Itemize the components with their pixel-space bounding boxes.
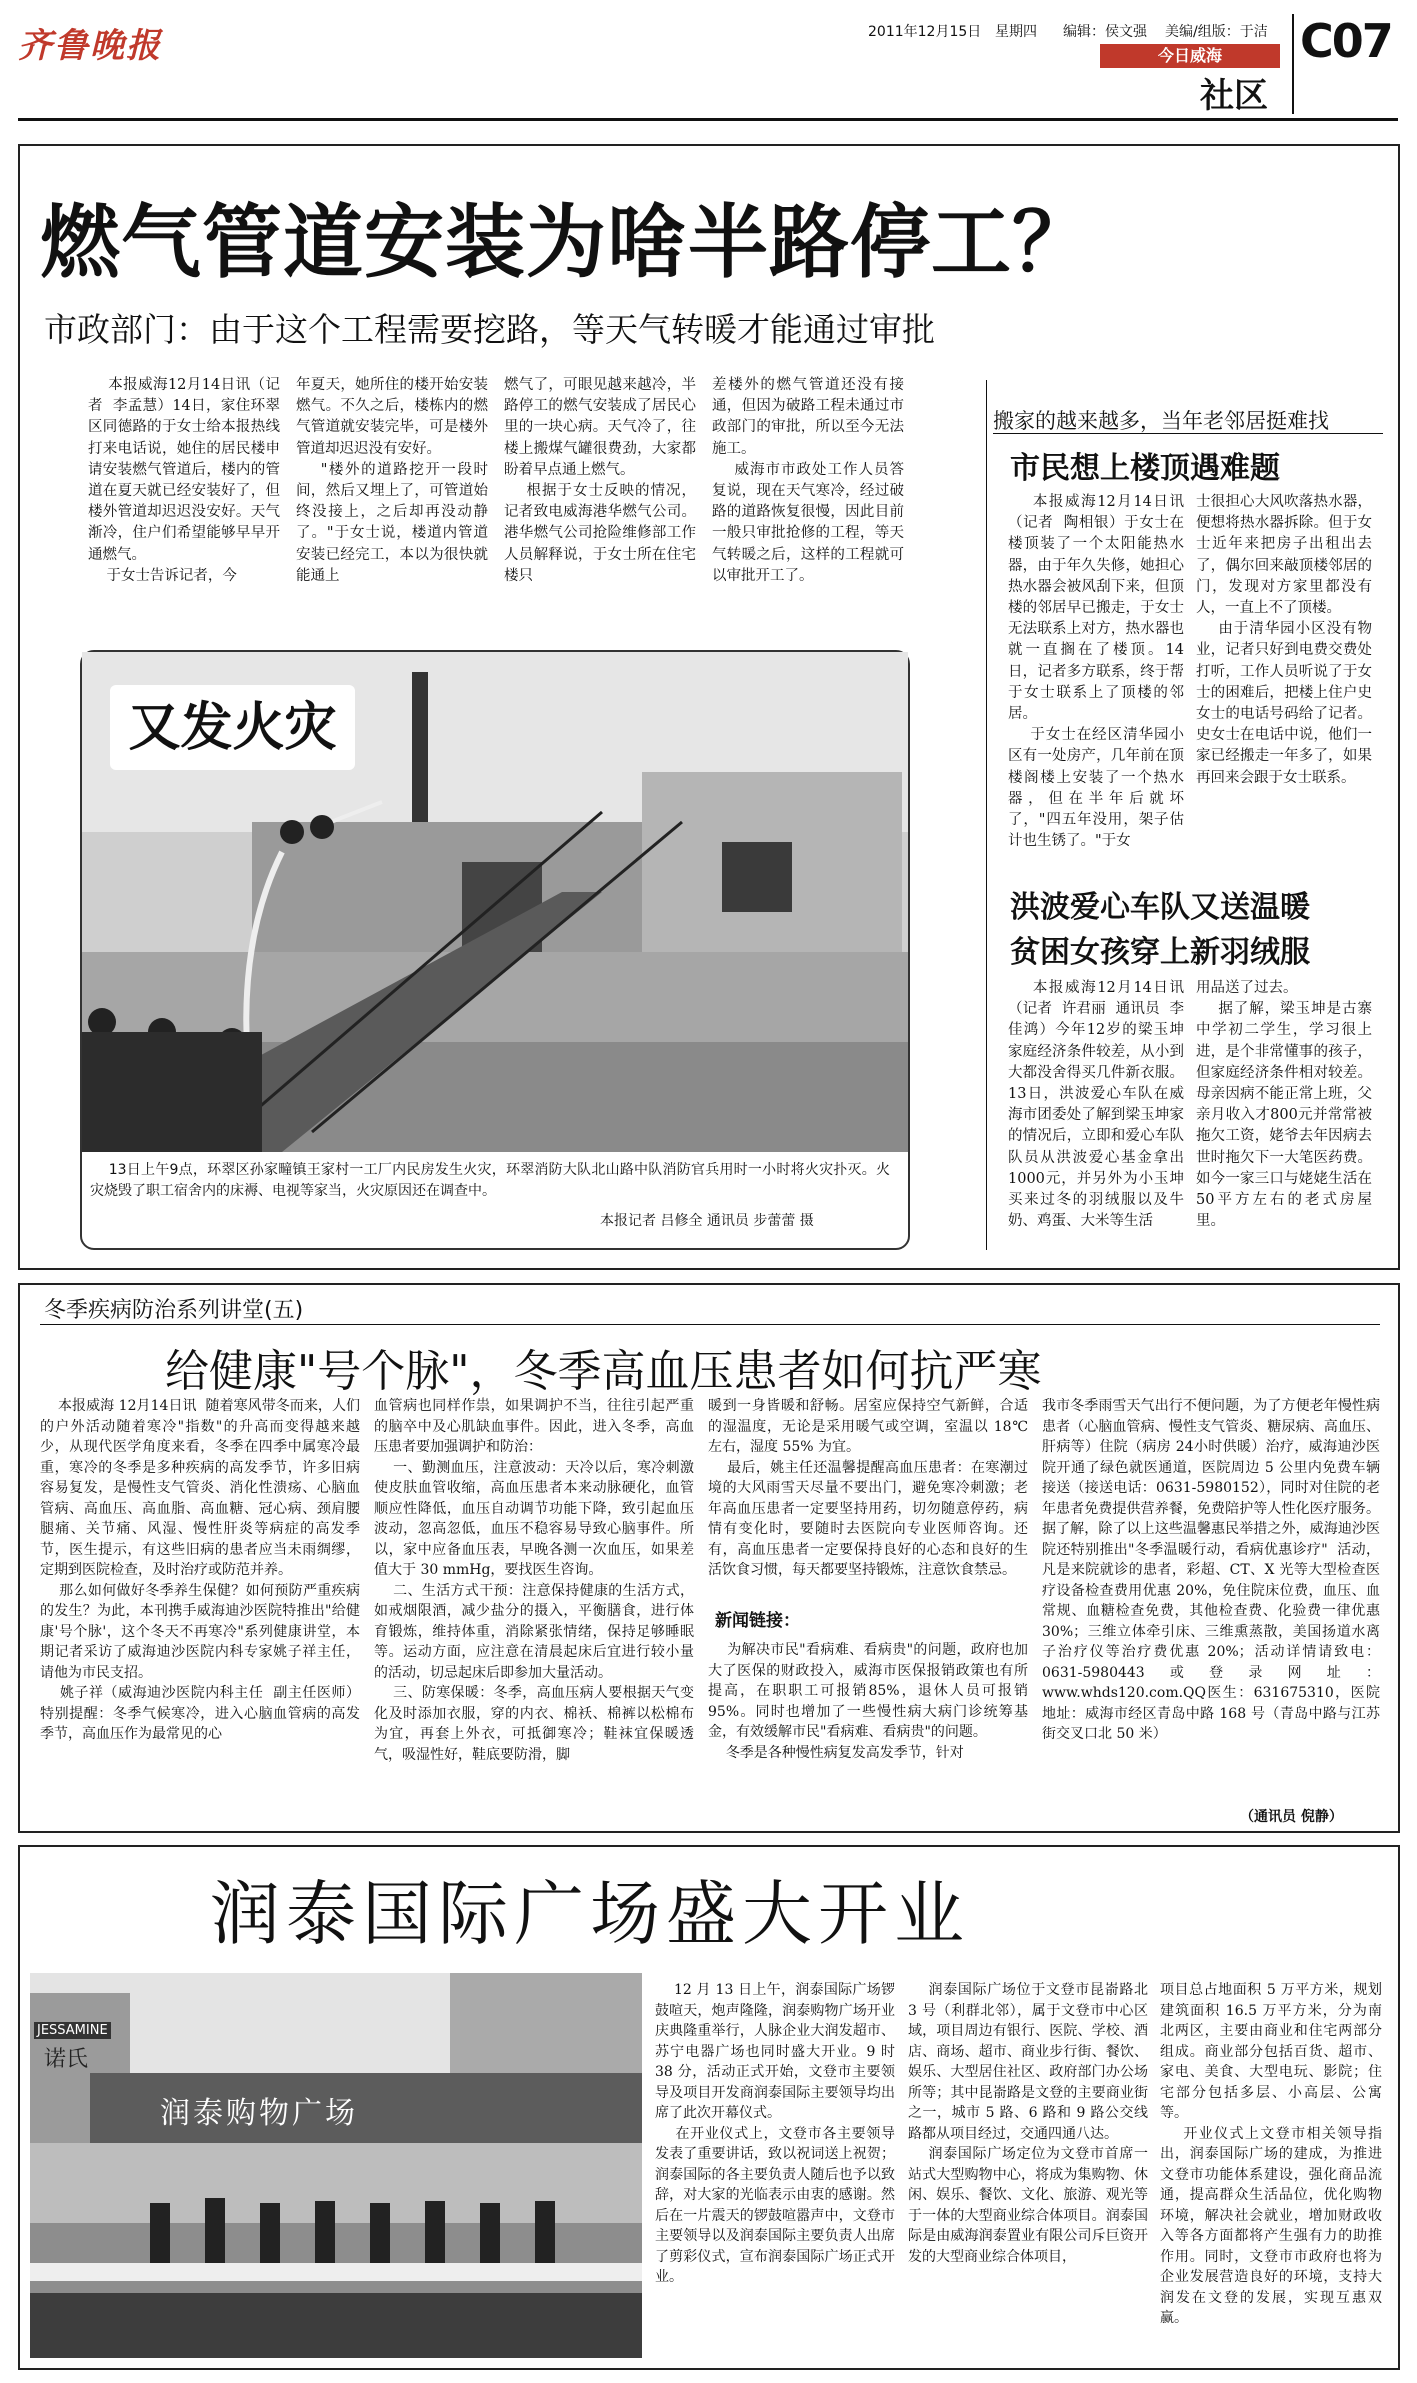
health-news-link-title: 新闻链接：: [715, 1611, 800, 1631]
right1-col-2: 士很担心大风吹落热水器，便想将热水器拆除。但于女士近年来把房子出租出去了，偶尔回来敲顶楼邻居的门，发现对方家里都没有人，一直上不了顶楼。 由于清华园小区没有物业，记者只好到电费交费处打听，工作人员听说了于女士的困难后，把楼上住户史女士的电话号码给了记者。史女士在电话中说，他们一家已经搬走一年多了，如果再回来会跟于女士联系。: [1196, 494, 1373, 786]
lead-headline: 燃气管道安装为啥半路停工？: [40, 196, 1093, 289]
fire-overlay-title: 又发火灾: [110, 685, 355, 770]
masthead-weekday: 星期四: [995, 24, 1037, 40]
health-col-3: 暖到一身皆暖和舒畅。居室应保持空气新鲜，合适的湿温度，无论是采用暖气或空调，室温以 18℃ 左右，湿度 55% 为宜。 最后，姚主任还温馨提醒高血压患者：在寒潮过境的大风雨雪天尽量不要出门，避免寒冷刺激；老年高血压患者一定要坚持用药，切勿随意停药，病情有变化时，要随时去医院向专业医师咨询。还有，高血压患者一定要保持良好的心态和良好的生活饮食习惯，每天都要坚持锻炼，注意饮食禁忌。: [708, 1398, 1028, 1578]
page-number: C07: [1300, 14, 1392, 68]
health-series: 冬季疾病防治系列讲堂(五): [44, 1298, 304, 1323]
fire-credit: 本报记者 吕修全 通讯员 步蕾蕾 摄: [600, 1213, 814, 1229]
right2-headline-2: 贫困女孩穿上新羽绒服: [1010, 935, 1310, 970]
runtai-photo-store2: 诺氏: [44, 2047, 89, 2072]
right1-headline: 市民想上楼顶遇难题: [1010, 451, 1280, 486]
section-tag: 今日威海: [1100, 44, 1280, 68]
paper-logo: 齐鲁晚报: [18, 26, 162, 66]
health-col-2: 血管病也同样作祟，如果调护不当，往往引起严重的脑卒中及心肌缺血事件。因此，进入冬季，高血压患者要加强调护和防治： 一、勤测血压，注意波动：天冷以后，寒冷刺激使皮肤血管收缩，高血压患者本来动脉硬化，血管顺应性降低，血压自动调节功能下降，致引起血压波动，忽高忽低，血压不稳容易导致心脑事件。所以，家中应备血压表，早晚各测一次血压，如果差值大于 30 mmHg，要找医生咨询。 二、生活方式干预：注意保持健康的生活方式，如戒烟限酒，减少盐分的摄入，平衡膳食，进行体育锻炼，维持体重，消除紧张情绪，保持足够睡眠等。运动方面，应注意在清晨起床后宜进行较小量的活动，切忌起床后即参加大量活动。 三、防寒保暖：冬季，高血压病人要根据天气变化及时添加衣服，穿的内衣、棉袄、棉裤以松棉布为宜，再套上外衣，可抵御寒冷；鞋袜宜保暖透气，吸湿性好，鞋底要防滑，脚: [374, 1398, 694, 1763]
runtai-photo-store: JESSAMINE: [34, 2022, 111, 2039]
masthead-date: 2011年12月15日: [868, 24, 982, 40]
runtai-photo: [30, 1973, 642, 2358]
right2-headline-1: 洪波爱心车队又送温暖: [1010, 890, 1310, 925]
right1-kicker: 搬家的越来越多，当年老邻居挺难找: [993, 409, 1329, 433]
masthead-editor: 编辑：侯文强: [1063, 24, 1147, 40]
runtai-col-1: 12 月 13 日上午，润泰国际广场锣鼓喧天，炮声隆隆，润泰购物广场开业庆典隆重举行，人脉企业大润发超市、苏宁电器广场也同时盛大开业。9 时 38 分，活动正式开始，文登市主要领导及项目开发商润泰国际主要领导均出席了此次开幕仪式。 在开业仪式上，文登市各主要领导发表了重要讲话，致以祝词送上祝贺；润泰国际的各主要负责人随后也予以致辞，对大家的光临表示由衷的感谢。然后在一片震天的锣鼓喧嚣声中，文登市主要领导以及润泰国际主要负责人出席了剪彩仪式，宣布润泰国际广场正式开业。: [655, 1982, 895, 2285]
health-col-1: 本报威海 12月14日讯 随着寒风带冬而来，人们的户外活动随着寒冷"指数"的升高而变得越来越少，从现代医学角度来看，冬季在四季中属寒冷最重，寒冷的冬季是多种疾病的高发季节，许多旧病容易复发，是慢性支气管炎、消化性溃疡、心脑血管病、高血压、高血脂、高血糖、冠心病、颈肩腰腿痛、关节痛、风湿、慢性肝炎等病症的高发季节，医生提示，有这些旧病的患者应当未雨绸缪，定期到医院检查，及时治疗或防范并养。 那么如何做好冬季养生保健？如何预防严重疾病的发生？为此，本刊携手威海迪沙医院特推出"给健康'号个脉'，这个冬天不再寒冷"系列健康讲堂，本期记者采访了威海迪沙医院内科专家姚子祥主任，请他为市民支招。 姚子祥（威海迪沙医院内科主任 副主任医师）特别提醒：冬季气候寒冷，进入心脑血管病的高发季节，高血压作为最常见的心: [40, 1398, 360, 1742]
health-headline: 给健康"号个脉"，冬季高血压患者如何抗严寒: [165, 1346, 1042, 1397]
fire-caption: 13日上午9点，环翠区孙家疃镇王家村一工厂内民房发生火灾，环翠消防大队北山路中队消防官兵用时一小时将火灾扑灭。火灾烧毁了职工宿舍内的床褥、电视等家当，火灾原因还在调查中。: [90, 1162, 890, 1199]
lead-col-3: 燃气了，可眼见越来越冷，半路停工的燃气安装成了居民心里的一块心病。天气冷了，往楼上搬煤气罐很费劲，大家都盼着早点通上燃气。 根据于女士反映的情况，记者致电威海港华燃气公司。港华燃气公司抢险维修部工作人员解释说，于女士所在住宅楼只: [504, 377, 697, 584]
health-col-4: 我市冬季雨雪天气出行不便问题，为了方便老年慢性病患者（心脑血管病、慢性支气管炎、糖尿病、高血压、肝病等）住院（病房 24小时供暖）治疗，威海迪沙医院开通了绿色就医通道，医院周边 5 公里内免费车辆接送（接送电话：0631-5980152），同时对住院的老年患者免费提供营养餐，免费陪护等人性化医疗服务。据了解，除了以上这些温馨惠民举措之外，威海迪沙医院还特别推出"冬季温暖行动，看病优惠诊疗" 活动，凡是来院就诊的患者，彩超、CT、X 光等大型检查医疗设备检查费用优惠 20%，免住院床位费，血压、血常规、血糖检查免费，其他检查费、化验费一律优惠 30%；三维立体牵引床、三维熏蒸散，美国扬道水离子治疗仪等治疗费优惠 20%；活动详情请致电：0631-5980443或登录网址：www.whds120.com.QQ医生：631675310，医院地址：威海市经区青岛中路 168 号（青岛中路与江苏街交叉口北 50 米）: [1042, 1398, 1385, 1742]
runtai-headline: 润泰国际广场盛大开业: [210, 1873, 970, 1955]
runtai-col-3: 项目总占地面积 5 万平方米，规划建筑面积 16.5 万平方米，分为南北两区，主要由商业和住宅两部分组成。商业部分包括百货、超市、家电、美食、大型电玩、影院；住宅部分包括多层、小高层、公寓等。 开业仪式上文登市相关领导指出，润泰国际广场的建成，为推进文登市功能体系建设，强化商品流通，提高群众生活品位，优化购物环境，解决社会就业，增加财政收入等各方面都将产生强有力的助推作用。同时，文登市市政府也将为企业发展营造良好的环境，支持大润发在文登的发展，实现互惠双赢。: [1160, 1982, 1382, 2326]
masthead-divider: [1292, 14, 1294, 114]
lead-subhead: 市政部门：由于这个工程需要挖路，等天气转暖才能通过审批: [44, 310, 935, 349]
section-name: 社区: [1200, 76, 1268, 116]
health-series-rule: [40, 1324, 1380, 1325]
runtai-photo-sign: 润泰购物广场: [160, 2096, 358, 2131]
lead-col-4: 差楼外的燃气管道还没有接通，但因为破路工程未通过市政部门的审批，所以至今无法施工。 威海市市政处工作人员答复说，现在天气寒冷，经过破路的道路恢复很慢，因此目前一般只审批抢修的工程，等天气转暖之后，这样的工程就可以审批开工了。: [712, 377, 905, 584]
masthead-rule: [18, 118, 1398, 121]
lead-col-1: 本报威海12月14日讯（记者 李孟慧）14日，家住环翠区同德路的于女士给本报热线打来电话说，她住的居民楼申请安装燃气管道后，楼内的管道在夏天就已经安装好了，但楼外管道却迟迟没安好。天气渐冷，住户们希望能够早早开通燃气。 于女士告诉记者，今: [88, 377, 281, 584]
health-col-3b: 为解决市民"看病难、看病贵"的问题，政府也加大了医保的财政投入，威海市医保报销政策也有所提高，在职职工可报销85%，退休人员可报销95%。同时也增加了一些慢性病大病门诊统筹基金，有效缓解市民"看病难、看病贵"的问题。 冬季是各种慢性病复发高发季节，针对: [708, 1642, 1028, 1761]
right2-col-2: 用品送了过去。 据了解，梁玉坤是古寨中学初二学生，学习很上进，是个非常懂事的孩子，但家庭经济条件相对较差。母亲因病不能正常上班，父亲月收入才800元并常常被拖欠工资，姥爷去年因病去世时拖欠下一大笔医药费。如今一家三口与姥姥生活在50平方左右的老式房屋里。: [1196, 980, 1373, 1230]
runtai-col-2: 润泰国际广场位于文登市昆嵛路北 3 号（利群北邻），属于文登市中心区域，项目周边有银行、医院、学校、酒店、商场、超市、商业步行街、餐饮、娱乐、大型居住社区、政府部门办公场所等；其中昆嵛路是文登的主要商业街之一，城市 5 路、6 路和 9 路公交线路都从项目经过，交通四通八达。 润泰国际广场定位为文登市首席一站式大型购物中心，将成为集购物、休闲、娱乐、餐饮、文化、旅游、观光等于一体的大型商业综合体项目。润泰国际是由威海润泰置业有限公司斥巨资开发的大型商业综合体项目，: [908, 1982, 1148, 2265]
right1-kicker-rule: [993, 433, 1383, 434]
lead-col-2: 年夏天，她所住的楼开始安装燃气。不久之后，楼栋内的燃气管道就安装完毕，可是楼外管道却迟迟没有安好。 "楼外的道路挖开一段时间，然后又埋上了，可管道始终没接上，之后却再没动静了。"于女士说，楼道内管道安装已经完工，本以为很快就能通上: [296, 377, 489, 584]
masthead-designer: 美编/组版：于洁: [1165, 24, 1268, 40]
right1-col-1: 本报威海12月14日讯（记者 陶相银）于女士在楼顶装了一个太阳能热水器，由于年久失修，她担心热水器会被风刮下来，但顶楼的邻居早已搬走，于女士无法联系上对方，热水器也就一直搁在了楼顶。14日，记者多方联系，终于帮于女士联系上了顶楼的邻居。 于女士在经区清华园小区有一处房产，几年前在顶楼阁楼上安装了一个热水器，但在半年后就坏了，"四五年没用，架子估计也生锈了。"于女: [1008, 494, 1185, 850]
right2-col-1: 本报威海12月14日讯（记者 许君丽 通讯员 李佳鸿）今年12岁的梁玉坤家庭经济条件较差，从小到大都没舍得买几件新衣服。13日，洪波爱心车队在威海市团委处了解到梁玉坤家的情况后，立即和爱心车队队员从洪波爱心基金拿出1000元，并另外为小玉坤买来过冬的羽绒服以及牛奶、鸡蛋、大米等生活: [1008, 980, 1184, 1230]
right-column-divider: [986, 380, 987, 1250]
health-credit: （通讯员 倪静）: [1240, 1809, 1343, 1825]
